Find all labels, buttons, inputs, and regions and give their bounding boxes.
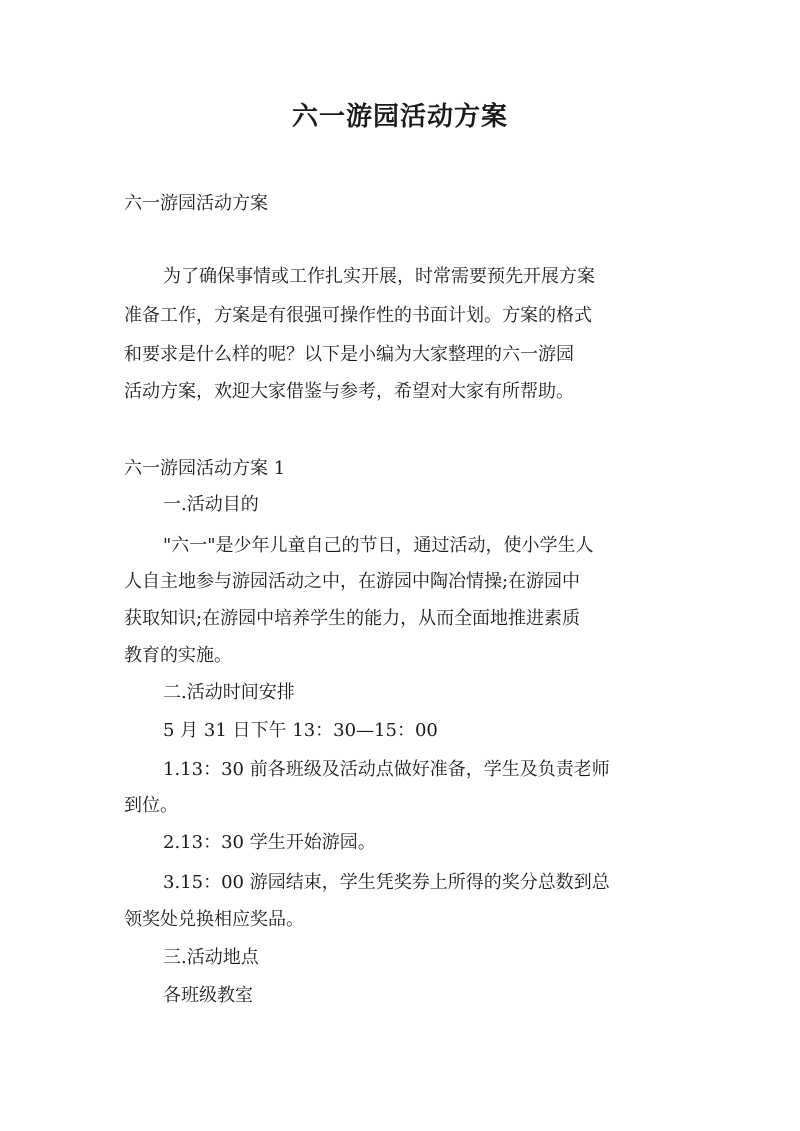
section-heading: 六一游园活动方案 1 xyxy=(124,458,286,479)
intro-line-4: 活动方案，欢迎大家借鉴与参考，希望对大家有所帮助。 xyxy=(124,381,574,402)
intro-line-2: 准备工作，方案是有很强可操作性的书面计划。方案的格式 xyxy=(124,305,592,326)
goal-line-3: 获取知识;在游园中培养学生的能力，从而全面地推进素质 xyxy=(124,608,581,629)
schedule-step-2: 2.13：30 学生开始游园。 xyxy=(163,832,376,853)
schedule-step-3-line-2: 领奖处兑换相应奖品。 xyxy=(124,909,304,930)
place-heading: 三.活动地点 xyxy=(163,947,259,968)
intro-line-1: 为了确保事情或工作扎实开展，时常需要预先开展方案 xyxy=(163,266,595,287)
document-title: 六一游园活动方案 xyxy=(291,102,508,132)
schedule-step-1-line-1: 1.13：30 前各班级及活动点做好准备，学生及负责老师 xyxy=(163,759,610,780)
document-subtitle: 六一游园活动方案 xyxy=(124,193,268,214)
goal-line-2: 人自主地参与游园活动之中，在游园中陶冶情操;在游园中 xyxy=(124,571,581,592)
goal-heading: 一.活动目的 xyxy=(163,494,259,515)
goal-line-1: "六一"是少年儿童自己的节日，通过活动，使小学生人 xyxy=(163,535,594,556)
intro-line-3: 和要求是什么样的呢？以下是小编为大家整理的六一游园 xyxy=(124,344,574,365)
time-range: 5 月 31 日下午 13：30—15：00 xyxy=(163,720,438,741)
place-value: 各班级教室 xyxy=(163,985,253,1006)
goal-line-4: 教育的实施。 xyxy=(124,645,232,666)
schedule-step-3-line-1: 3.15：00 游园结束，学生凭奖券上所得的奖分总数到总 xyxy=(163,872,610,893)
time-heading: 二.活动时间安排 xyxy=(163,682,295,703)
schedule-step-1-line-2: 到位。 xyxy=(124,795,178,816)
